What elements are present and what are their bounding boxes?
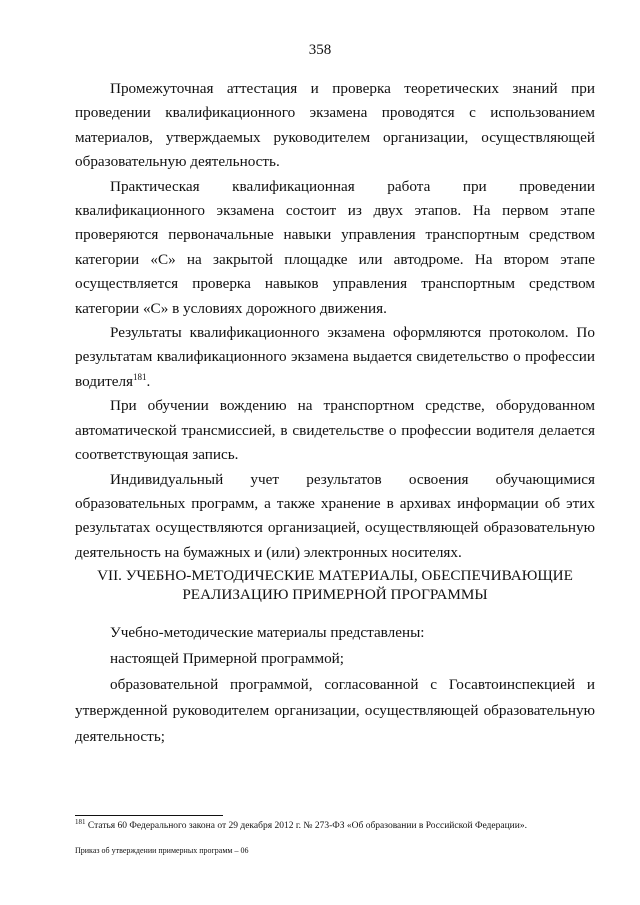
footnote-divider — [75, 815, 223, 816]
footnote-number: 181 — [75, 817, 86, 826]
paragraph-individual-records: Индивидуальный учет результатов освоения обучающимися образовательных программ, а также хранение в архивах информации об этих результатах осуществляются организацией, осуществляющей образовательную деятельность на бумажных и (или) электронных носителях. — [75, 470, 595, 561]
paragraph-practical-work: Практическая квалификационная работа при проведении квалификационного экзамена состоит из двух этапов. На первом этапе проверяются первоначальные навыки управления транспортным средством категории «С» на закрытой площадке или автодроме. На втором этапе осуществляется проверка навыков управления транспортным средством категории «С» в условиях дорожного движения. — [75, 177, 595, 317]
paragraph-automatic-transmission: При обучении вождению на транспортном средстве, оборудованном автоматической трансмиссией, в свидетельстве о профессии водителя делается соответствующая запись. — [75, 397, 595, 464]
footnote-reference: 181 — [133, 371, 147, 382]
exam-results-text: Результаты квалификационного экзамена оформляются протоколом. По результатам квалификационного экзамена выдается свидетельство о профессии водителя — [75, 324, 595, 390]
footnote-text: Статья 60 Федерального закона от 29 декабря 2012 г. № 273-ФЗ «Об образовании в Российской Федерации». — [85, 821, 527, 831]
section-heading-line-1: VII. УЧЕБНО-МЕТОДИЧЕСКИЕ МАТЕРИАЛЫ, ОБЕСПЕЧИВАЮЩИЕ — [97, 567, 573, 584]
list-item: Учебно-методические материалы представлены: — [110, 624, 425, 641]
document-footer: Приказ об утверждении примерных программ – 06 — [75, 846, 249, 855]
footnote — [75, 817, 615, 832]
body-text — [75, 77, 595, 565]
list-item: образовательной программой, согласованной с Госавтоинспекцией и утвержденной руководителем организации, осуществляющей образовательную деятельность; — [75, 676, 595, 745]
section-heading — [75, 566, 595, 604]
materials-list — [75, 620, 595, 750]
paragraph-exam-results — [75, 321, 595, 394]
page-number: 358 — [308, 42, 332, 58]
list-item: настоящей Примерной программой; — [110, 650, 345, 667]
exam-results-tail: . — [146, 372, 151, 390]
section-heading-line-2: РЕАЛИЗАЦИЮ ПРИМЕРНОЙ ПРОГРАММЫ — [182, 586, 488, 603]
paragraph-intermediate-attestation: Промежуточная аттестация и проверка теоретических знаний при проведении квалификационного экзамена проводятся с использованием материалов, утверждаемых руководителем организации, осуществляющей образовательную деятельность. — [75, 80, 595, 171]
